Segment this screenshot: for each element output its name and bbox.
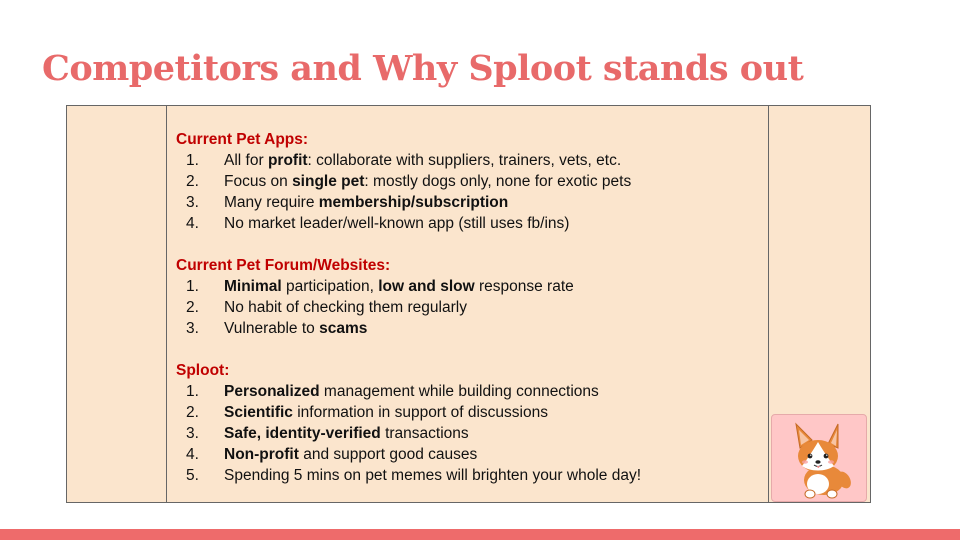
list-item-number: 4.: [186, 215, 199, 232]
section-list: [176, 150, 766, 234]
list-item-text: No habit of checking them regularly: [224, 299, 467, 316]
list-item-text: Spending 5 mins on pet memes will brighten your whole day!: [224, 467, 642, 484]
list-item-number: 3.: [186, 425, 199, 442]
list-item-text: Many require: [224, 194, 319, 211]
list-item-number: 4.: [186, 446, 199, 463]
section-title: Sploot:: [176, 362, 230, 379]
list-item-emphasis: scams: [319, 320, 368, 337]
list-item-number: 5.: [186, 467, 199, 484]
footer-bar: [0, 529, 960, 540]
list-item-text: No market leader/well-known app (still uses fb/ins): [224, 215, 570, 232]
list-item-text: response rate: [474, 278, 574, 295]
list-item: [176, 423, 766, 444]
section-title: Current Pet Forum/Websites:: [176, 257, 391, 274]
list-item-emphasis: profit: [267, 152, 308, 169]
list-item-text: : mostly dogs only, none for exotic pets: [364, 173, 632, 190]
list-item: [176, 444, 766, 465]
section-sploot: [176, 360, 766, 486]
list-item: [176, 150, 766, 171]
table-left-column: [67, 106, 167, 502]
list-item-text: transactions: [380, 425, 469, 442]
section-list: [176, 381, 766, 486]
list-item-text: management while building connections: [319, 383, 599, 400]
list-item-number: 1.: [186, 278, 199, 295]
list-item-text: Vulnerable to: [224, 320, 320, 337]
slide-title: Competitors and Why Sploot stands out: [42, 48, 804, 89]
section-list: [176, 276, 766, 339]
list-item: [176, 192, 766, 213]
list-item: [176, 171, 766, 192]
list-item-number: 2.: [186, 173, 199, 190]
list-item-emphasis: single pet: [292, 173, 365, 190]
list-item-text: and support good causes: [298, 446, 478, 463]
table-content: [176, 129, 766, 486]
list-item-number: 3.: [186, 320, 199, 337]
list-item-text: Focus on: [224, 173, 293, 190]
corgi-icon: [786, 418, 854, 500]
list-item-number: 1.: [186, 383, 199, 400]
section-current-pet-apps: [176, 129, 766, 234]
list-item: [176, 465, 766, 486]
list-item-emphasis: Safe, identity-verified: [224, 425, 381, 442]
list-item-number: 1.: [186, 152, 199, 169]
list-item-number: 3.: [186, 194, 199, 211]
list-item-text: information in support of discussions: [292, 404, 548, 421]
list-item-text: participation,: [281, 278, 379, 295]
list-item-emphasis: low and slow: [378, 278, 475, 295]
list-item-emphasis: membership/subscription: [318, 194, 509, 211]
list-item-number: 2.: [186, 299, 199, 316]
section-title: Current Pet Apps:: [176, 131, 309, 148]
list-item: [176, 276, 766, 297]
list-item-emphasis: Scientific: [224, 404, 293, 421]
list-item-emphasis: Non-profit: [224, 446, 299, 463]
list-item-emphasis: Personalized: [224, 383, 320, 400]
content-table: [66, 105, 871, 503]
corgi-image: [771, 414, 867, 502]
list-item: [176, 297, 766, 318]
list-item: [176, 381, 766, 402]
list-item-emphasis: Minimal: [224, 278, 282, 295]
section-current-pet-forums: [176, 255, 766, 339]
list-item-number: 2.: [186, 404, 199, 421]
list-item: [176, 402, 766, 423]
list-item: [176, 213, 766, 234]
list-item-text: : collaborate with suppliers, trainers, vets, etc.: [307, 152, 622, 169]
list-item: [176, 318, 766, 339]
list-item-text: All for: [224, 152, 268, 169]
